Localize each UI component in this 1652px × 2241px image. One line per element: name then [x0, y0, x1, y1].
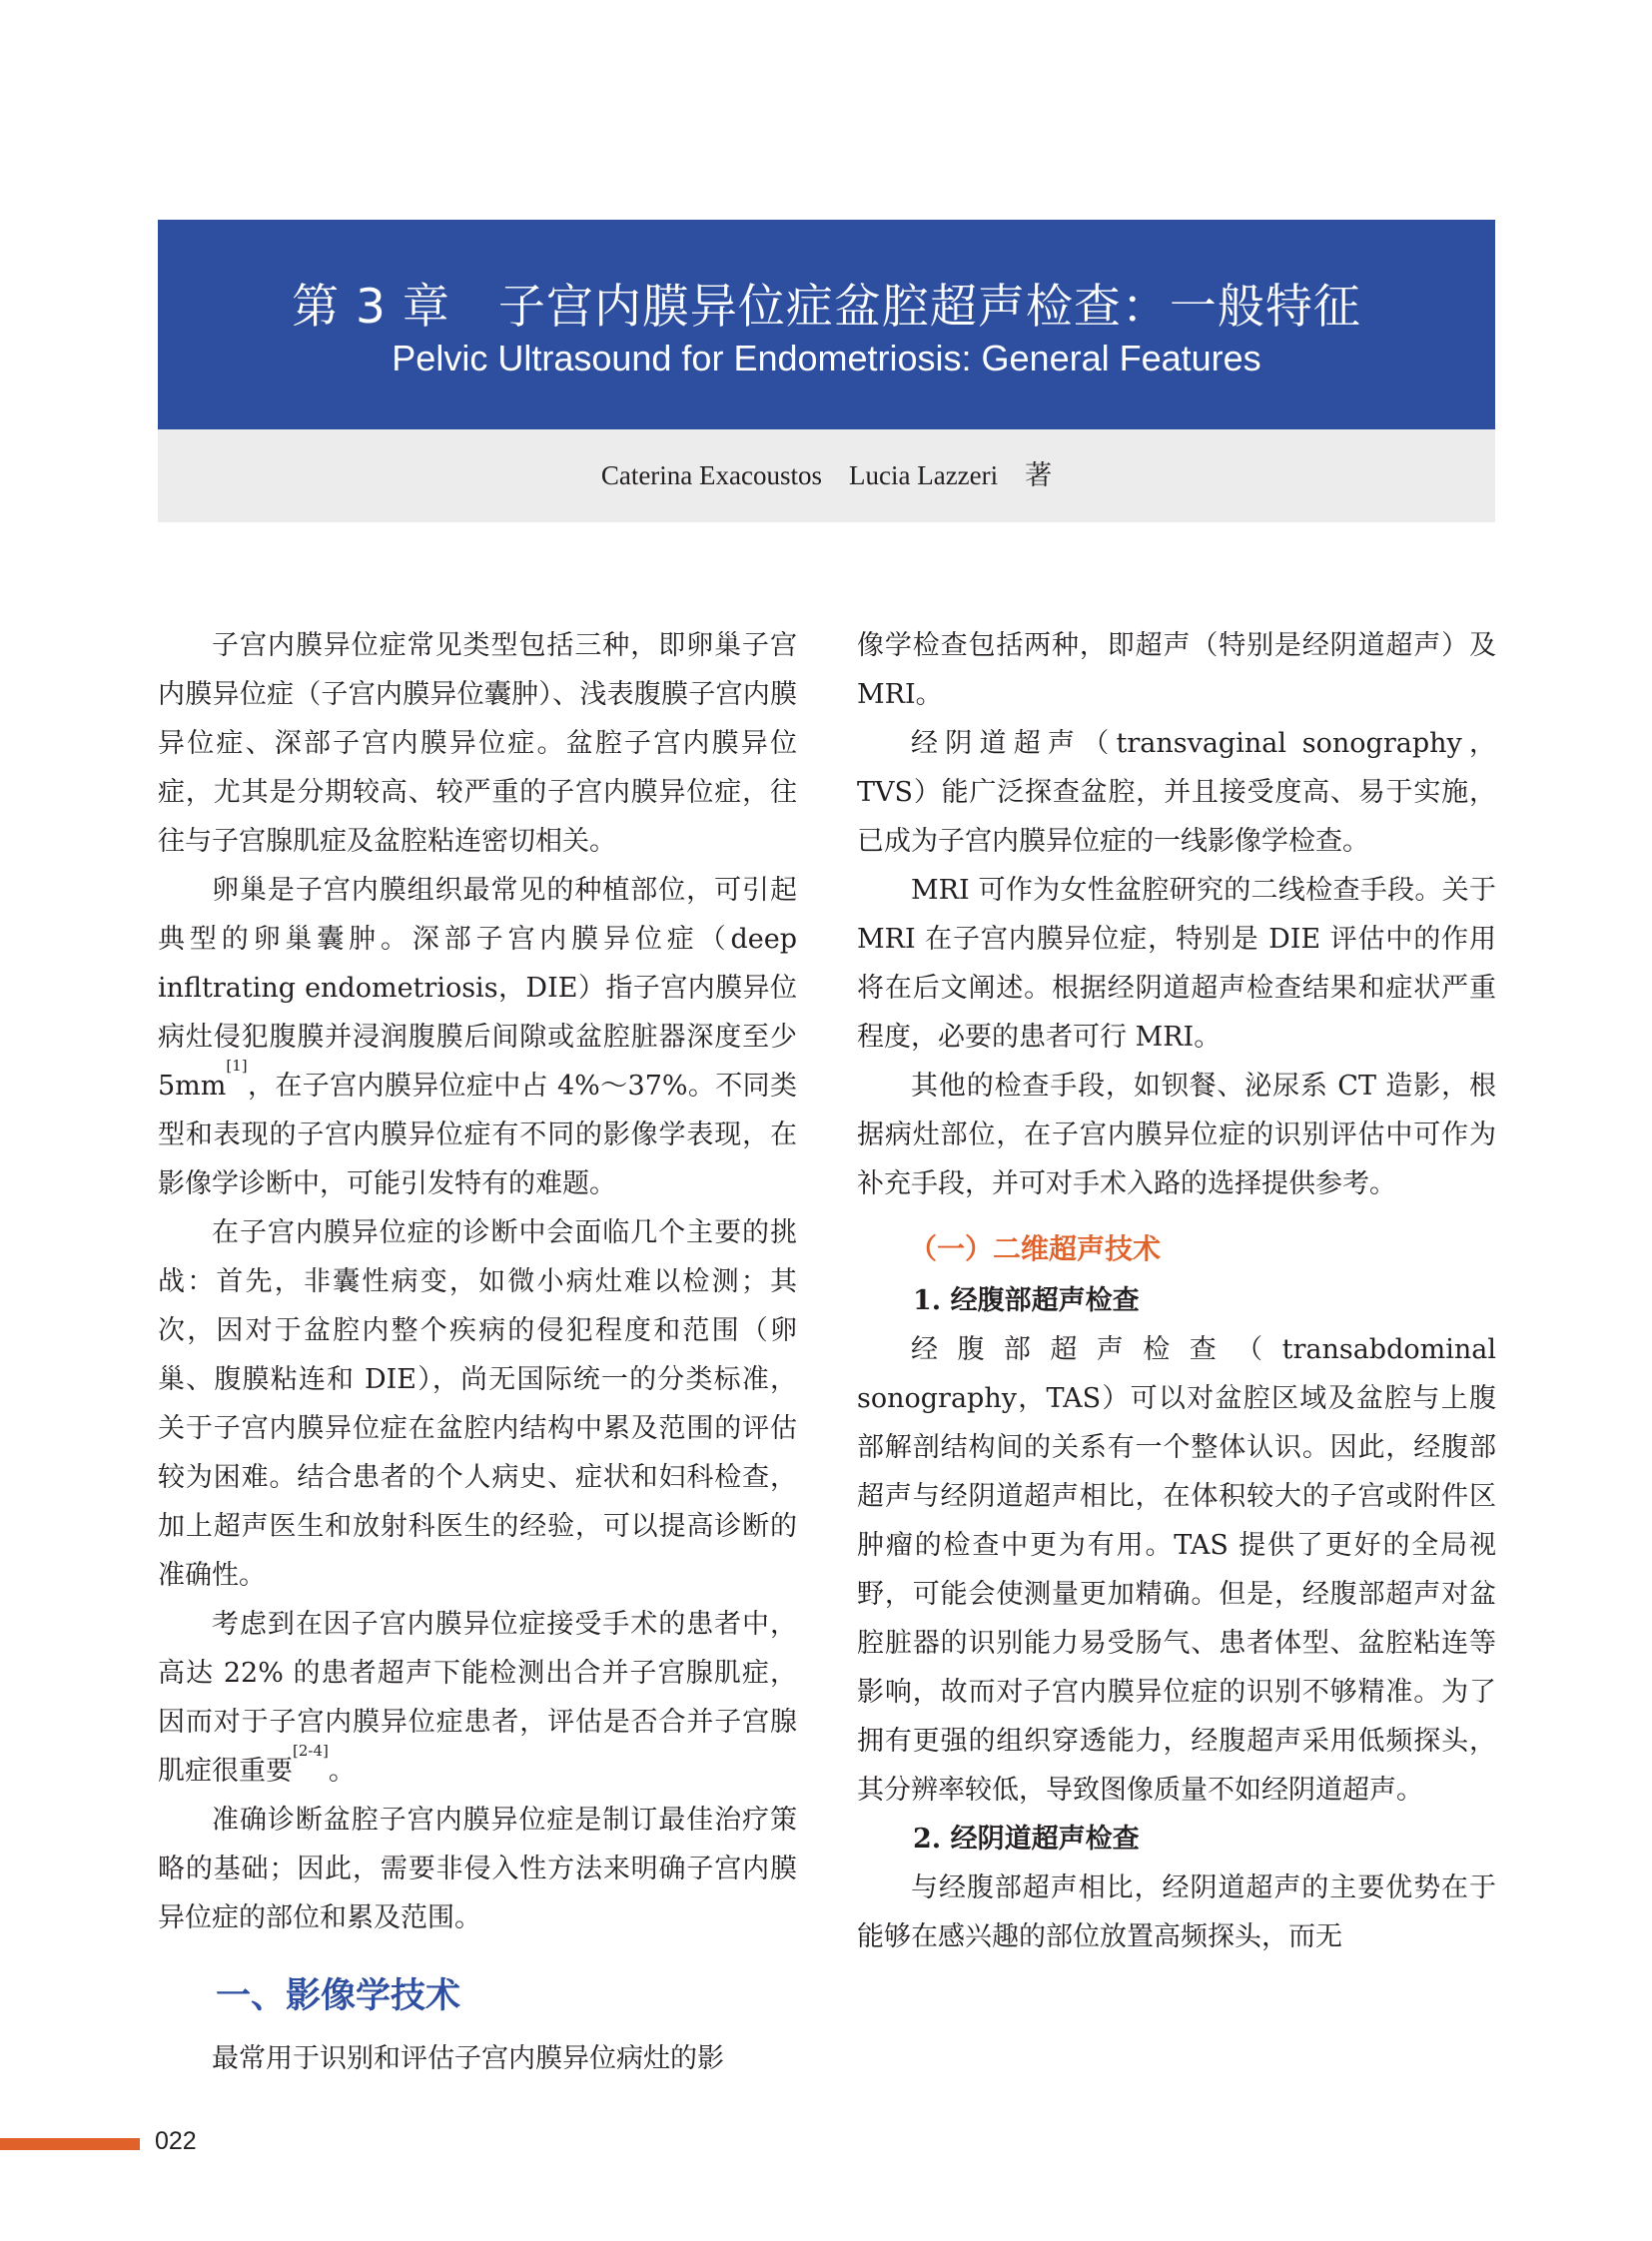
paragraph: 在子宫内膜异位症的诊断中会面临几个主要的挑战：首先，非囊性病变，如微小病灶难以检测；其次，因对于盆腔内整个疾病的侵犯程度和范围（卵巢、腹膜粘连和 DIE），尚无国际统一的分类标准，关于子宫内膜异位症在盆腔内结构中累及范围的评估较为困难。结合患者的个人病史、症状和妇科检查，加上超声医生和放射科医生的经验，可以提高诊断的准确性。: [158, 1217, 797, 1591]
paragraph: MRI 可作为女性盆腔研究的二线检查手段。关于 MRI 在子宫内膜异位症，特别是 DIE 评估中的作用将在后文阐述。根据经阴道超声检查结果和症状严重程度，必要的患者可行 MRI。: [857, 875, 1496, 1053]
citation-ref: [1]: [226, 1057, 248, 1075]
author-line: Caterina Exacoustos Lucia Lazzeri 著: [158, 429, 1495, 522]
paragraph: 与经腹部超声相比，经阴道超声的主要优势在于能够在感兴趣的部位放置高频探头，而无: [857, 1872, 1496, 1952]
citation-ref: [2-4]: [293, 1742, 329, 1760]
chapter-title-en: Pelvic Ultrasound for Endometriosis: General Features: [392, 338, 1261, 378]
paragraph: 其他的检查手段，如钡餐、泌尿系 CT 造影，根据病灶部位，在子宫内膜异位症的识别评估中可作为补充手段，并可对手术入路的选择提供参考。: [857, 1071, 1496, 1199]
paragraph: 准确诊断盆腔子宫内膜异位症是制订最佳治疗策略的基础；因此，需要非侵入性方法来明确子宫内膜异位症的部位和累及范围。: [158, 1805, 797, 1933]
subsubsection-heading: 2. 经阴道超声检查: [913, 1824, 1140, 1855]
paragraph: [158, 1600, 797, 1796]
paragraph: 经腹部超声检查（transabdominal sonography，TAS）可以对盆腔区域及盆腔与上腹部解剖结构间的关系有一个整体认识。因此，经腹部超声与经阴道超声相比，在体积较大的子宫或附件区肿瘤的检查中更为有用。TAS 提供了更好的全局视野，可能会使测量更加精确。但是，经腹部超声对盆腔脏器的识别能力易受肠气、患者体型、盆腔粘连等影响，故而对子宫内膜异位症的识别不够精准。为了拥有更强的组织穿透能力，经腹超声采用低频探头，其分辨率较低，导致图像质量不如经阴道超声。: [857, 1334, 1496, 1806]
right-column: [857, 621, 1496, 1961]
paragraph-text: 。: [328, 1756, 356, 1787]
paragraph-text: 考虑到在因子宫内膜异位症接受手术的患者中，高达 22% 的患者超声下能检测出合并子宫腺肌症，因而对于子宫内膜异位症患者，评估是否合并子宫腺肌症很重要: [158, 1609, 797, 1787]
section-heading: 一、影像学技术: [216, 1976, 461, 2016]
paragraph: 子宫内膜异位症常见类型包括三种，即卵巢子宫内膜异位症（子宫内膜异位囊肿）、浅表腹膜子宫内膜异位症、深部子宫内膜异位症。盆腔子宫内膜异位症，尤其是分期较高、较严重的子宫内膜异位症，往往与子宫腺肌症及盆腔粘连密切相关。: [158, 630, 797, 857]
paragraph: 像学检查包括两种，即超声（特别是经阴道超声）及 MRI。: [857, 630, 1496, 710]
chapter-banner: [158, 220, 1495, 429]
paragraph: [158, 866, 797, 1208]
subsection-heading: （一）二维超声技术: [909, 1232, 1162, 1265]
subsubsection-heading: 1. 经腹部超声检查: [913, 1285, 1140, 1316]
page-number: 022: [155, 2127, 197, 2155]
paragraph: 最常用于识别和评估子宫内膜异位病灶的影: [212, 2043, 724, 2074]
chapter-title-zh: 第 3 章 子宫内膜异位症盆腔超声检查：一般特征: [292, 280, 1361, 335]
left-column: [158, 621, 797, 2083]
paragraph-text: 卵巢是子宫内膜组织最常见的种植部位，可引起典型的卵巢囊肿。深部子宫内膜异位症（deep infltrating endometriosis，DIE）指子宫内膜异位病灶侵犯腹膜并浸润腹膜后间隙或盆腔脏器深度至少 5mm: [158, 875, 797, 1102]
footer-accent-bar: [0, 2138, 140, 2150]
paragraph: 经阴道超声（transvaginal sonography，TVS）能广泛探查盆腔，并且接受度高、易于实施，已成为子宫内膜异位症的一线影像学检查。: [857, 728, 1496, 857]
paragraph-text: ，在子宫内膜异位症中占 4%～37%。不同类型和表现的子宫内膜异位症有不同的影像学表现，在影像学诊断中，可能引发特有的难题。: [158, 1071, 797, 1199]
